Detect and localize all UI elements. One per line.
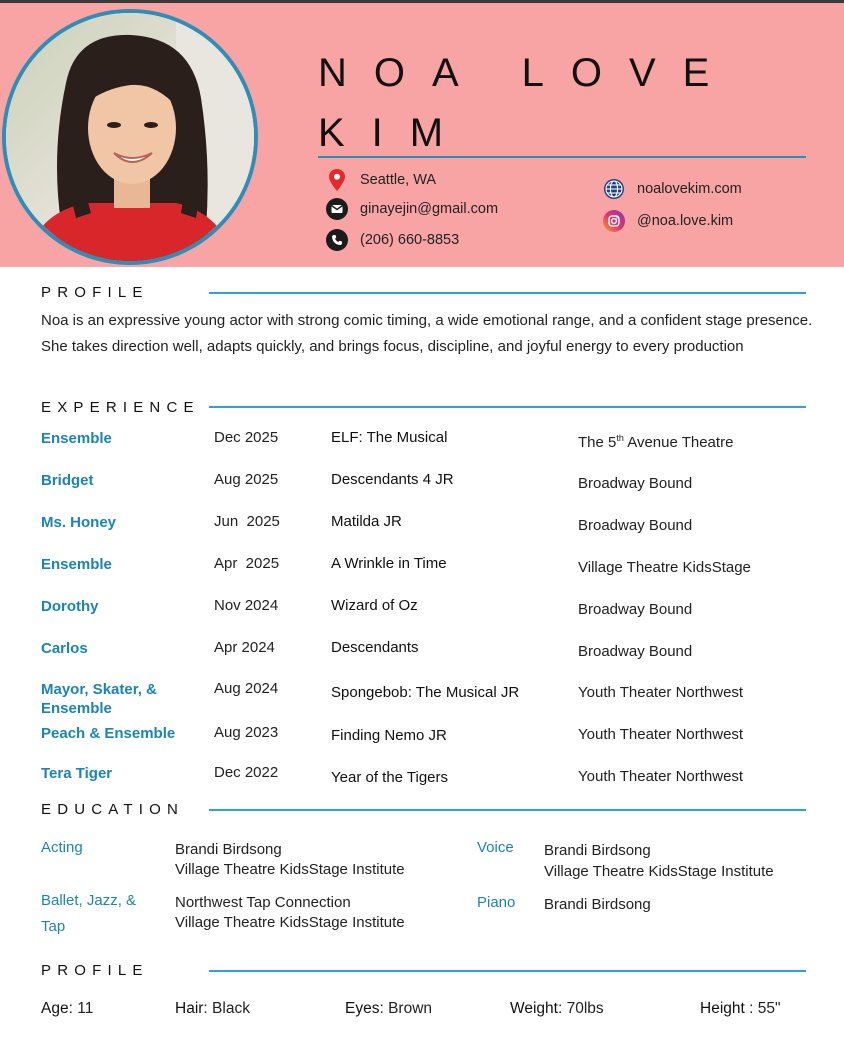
institution: Village Theatre KidsStage Institute: [175, 914, 405, 931]
experience-row: [41, 513, 831, 553]
venue: Broadway Bound: [578, 643, 693, 660]
institution: Village Theatre KidsStage Institute: [175, 861, 405, 878]
venue: Village Theatre KidsStage: [578, 559, 751, 576]
globe-icon: [603, 178, 625, 200]
venue-text: The 5: [578, 434, 617, 451]
venue-superscript: th: [616, 433, 624, 443]
stat-label: Weight: [510, 1000, 558, 1017]
stat-eyes: [345, 1000, 432, 1018]
date: Dec 2025: [214, 429, 279, 446]
phone-icon: [326, 229, 348, 251]
profile-section-title: PROFILE: [41, 284, 149, 301]
role: Ensemble: [41, 556, 112, 573]
role: Ms. Honey: [41, 514, 117, 531]
stats-section-title: PROFILE: [41, 962, 149, 979]
role: Carlos: [41, 640, 88, 657]
education-details: [544, 895, 651, 915]
location-text: Seattle, WA: [360, 172, 437, 188]
stat-label: Age: [41, 1000, 69, 1017]
stat-hair: [175, 1000, 250, 1018]
institution: Village Theatre KidsStage Institute: [544, 863, 774, 880]
date: Apr 2025: [214, 555, 280, 572]
instructor: Brandi Birdsong: [175, 841, 282, 858]
instructor: Northwest Tap Connection: [175, 894, 351, 911]
header-banner: [0, 3, 844, 267]
venue: [578, 433, 733, 451]
experience-row: [41, 429, 831, 469]
candidate-name: NOA LOVE KIM: [318, 51, 737, 155]
profile-photo: [2, 9, 258, 265]
experience-section-title: EXPERIENCE: [41, 399, 200, 416]
envelope-icon: [326, 198, 348, 220]
role: Dorothy: [41, 598, 99, 615]
contact-location: [326, 169, 436, 191]
instagram-icon: [603, 210, 625, 232]
stat-separator: :: [203, 1000, 213, 1017]
instagram-handle[interactable]: @noa.love.kim: [637, 213, 734, 229]
stat-label: Height: [700, 1000, 745, 1017]
stat-separator: :: [68, 1000, 78, 1017]
instructor: Brandi Birdsong: [544, 896, 651, 913]
venue: Broadway Bound: [578, 475, 693, 492]
education-subject: Ballet, Jazz, & Tap: [41, 892, 137, 935]
stat-separator: :: [379, 1000, 389, 1017]
venue: Youth Theater Northwest: [578, 768, 744, 785]
show-title: Descendants: [331, 639, 419, 656]
experience-row: [41, 555, 831, 595]
stat-value: Black: [212, 1000, 250, 1017]
experience-row: [41, 597, 831, 637]
profile-divider: [209, 292, 806, 294]
role: Peach & Ensemble: [41, 725, 176, 742]
venue: Broadway Bound: [578, 601, 693, 618]
education-subject: Piano: [477, 894, 516, 911]
stat-label: Eyes: [345, 1000, 380, 1017]
show-title: Finding Nemo JR: [331, 727, 447, 744]
stats-divider: [209, 970, 806, 972]
role: Ensemble: [41, 430, 112, 447]
experience-divider: [209, 406, 806, 408]
venue-text-end: Avenue Theatre: [623, 434, 734, 451]
education-subject: Acting: [41, 839, 83, 856]
show-title: Year of the Tigers: [331, 769, 449, 786]
profile-summary: Noa is an expressive young actor with strong comic timing, a wide emotional range, and a confident stage presence. She takes direction well, adapts quickly, and brings focus, discipline, and joyful energy to every production: [41, 312, 813, 355]
role: Tera Tiger: [41, 765, 113, 782]
show-title: Descendants 4 JR: [331, 471, 454, 488]
stat-separator: :: [557, 1000, 567, 1017]
education-subject: Voice: [477, 839, 514, 856]
stat-age: [41, 1000, 93, 1018]
website-link[interactable]: noalovekim.com: [637, 181, 742, 197]
stat-value: 55": [757, 1000, 781, 1017]
stat-value: 70lbs: [566, 1000, 604, 1017]
show-title: Spongebob: The Musical JR: [331, 684, 520, 701]
stat-height: [700, 1000, 780, 1018]
show-title: A Wrinkle in Time: [331, 555, 447, 572]
education-section-title: EDUCATION: [41, 801, 185, 818]
instructor: Brandi Birdsong: [544, 842, 651, 859]
contact-phone[interactable]: [326, 229, 459, 251]
experience-row: [41, 680, 831, 720]
date: Dec 2022: [214, 764, 279, 781]
venue: Broadway Bound: [578, 517, 693, 534]
location-pin-icon: [326, 169, 348, 191]
experience-row: [41, 764, 831, 804]
date: Apr 2024: [214, 639, 275, 656]
experience-row: [41, 471, 831, 511]
contact-email[interactable]: [326, 198, 498, 220]
show-title: Wizard of Oz: [331, 597, 418, 614]
stat-value: 11: [77, 1000, 94, 1017]
contact-website[interactable]: [603, 178, 742, 200]
date: Aug 2024: [214, 680, 279, 697]
experience-row: [41, 724, 831, 764]
venue: Youth Theater Northwest: [578, 726, 744, 743]
education-divider: [209, 809, 806, 811]
education-details: [175, 840, 405, 880]
role: Mayor, Skater, & Ensemble: [41, 681, 157, 717]
show-title: Matilda JR: [331, 513, 402, 530]
stat-separator: :: [744, 1000, 758, 1017]
date: Jun 2025: [214, 513, 280, 530]
experience-row: [41, 639, 831, 679]
date: Nov 2024: [214, 597, 279, 614]
stat-label: Hair: [175, 1000, 204, 1017]
date: Aug 2023: [214, 724, 279, 741]
education-details: [175, 893, 405, 933]
venue: Youth Theater Northwest: [578, 684, 744, 701]
date: Aug 2025: [214, 471, 279, 488]
stat-weight: [510, 1000, 604, 1018]
education-details: [544, 840, 774, 882]
contact-instagram[interactable]: [603, 210, 733, 232]
email-link[interactable]: ginayejin@gmail.com: [360, 201, 499, 217]
show-title: ELF: The Musical: [331, 429, 448, 446]
header-divider: [318, 156, 806, 158]
stat-value: Brown: [388, 1000, 433, 1017]
role: Bridget: [41, 472, 94, 489]
phone-link[interactable]: (206) 660-8853: [360, 232, 460, 248]
